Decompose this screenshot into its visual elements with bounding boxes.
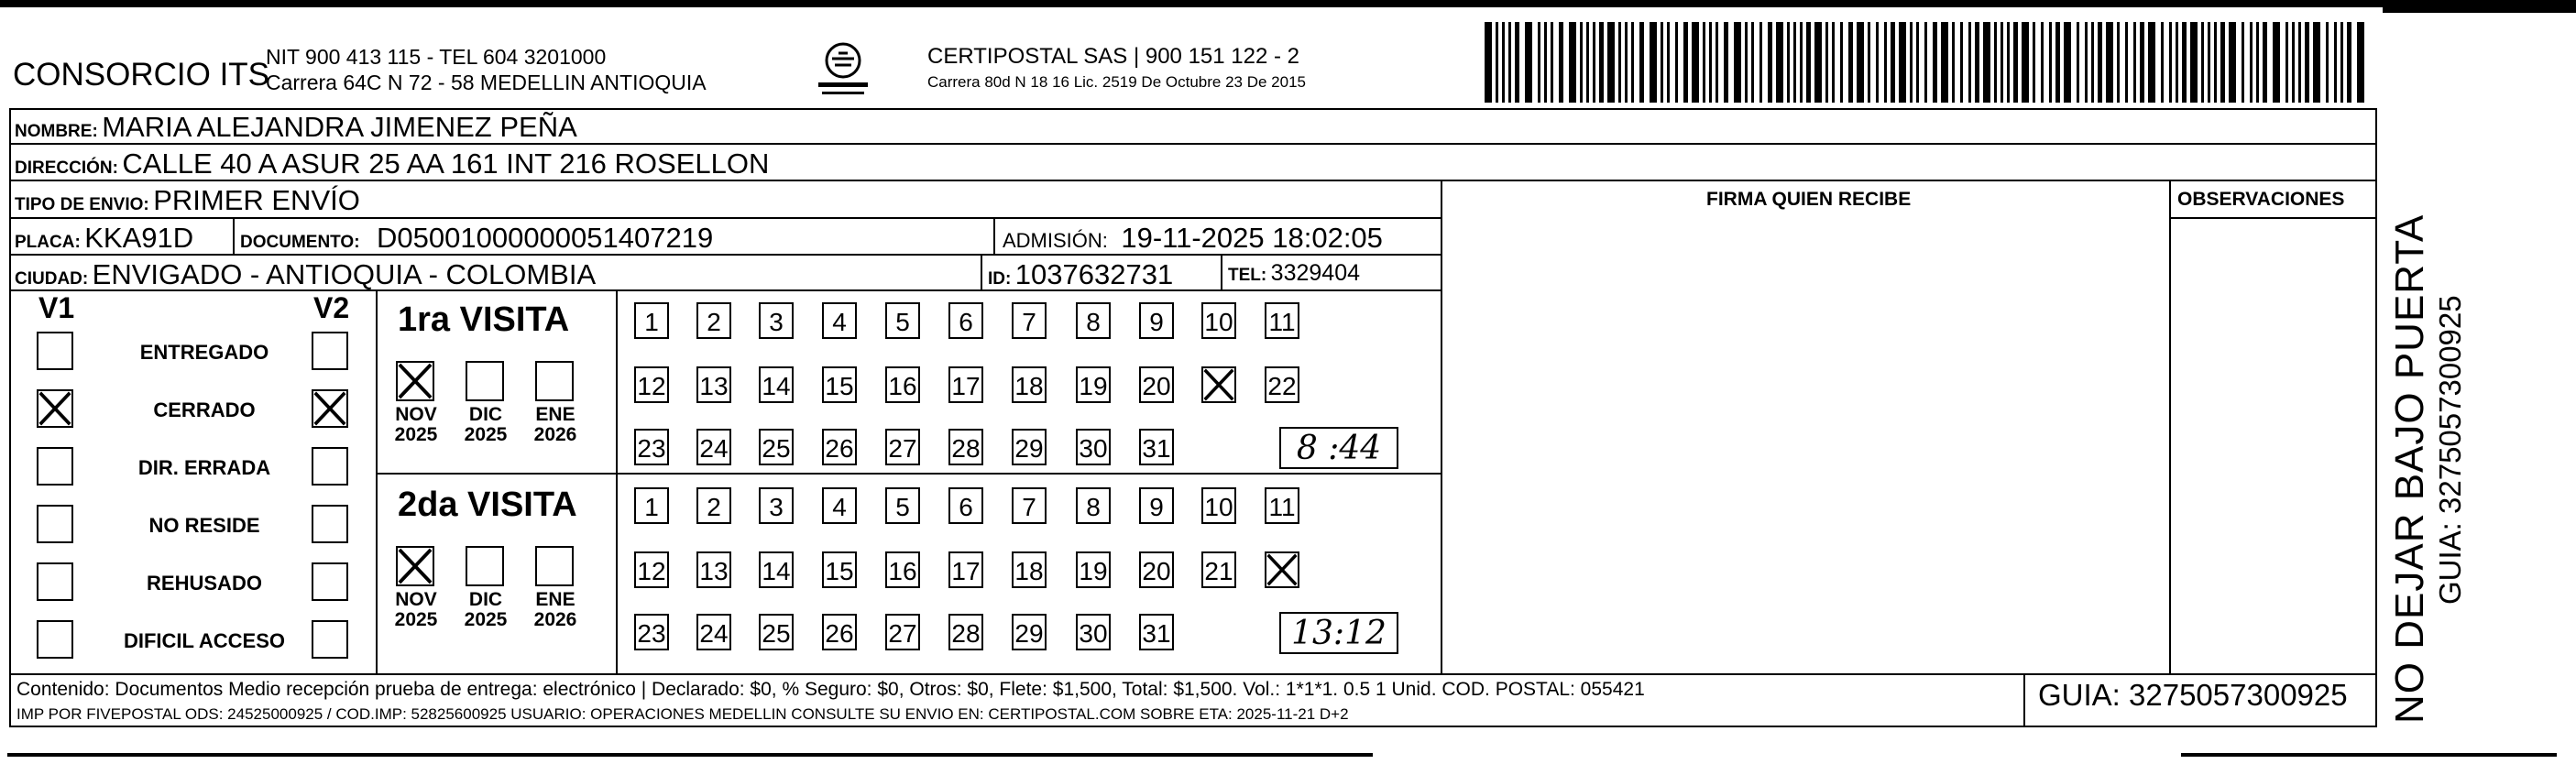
month-checkbox[interactable] [466,361,504,401]
status-v2-checkbox[interactable] [312,562,348,601]
day-box[interactable]: 4 [822,487,857,524]
day-box[interactable]: 6 [948,302,983,339]
cell-divider [993,217,995,254]
placa-cell [15,222,193,255]
direccion-label: DIRECCIÓN: [15,158,118,178]
day-box[interactable]: 28 [948,429,983,465]
direccion-row [15,147,769,180]
day-box[interactable]: 3 [759,487,794,524]
day-box[interactable]: 12 [634,366,669,403]
day-box[interactable] [1265,551,1299,588]
tipo-label: TIPO DE ENVIO: [15,195,149,214]
company-info [266,44,707,95]
day-box[interactable]: 23 [634,614,669,650]
admision-cell [1003,222,1383,255]
day-box[interactable]: 24 [696,429,731,465]
nombre-label: NOMBRE: [15,122,98,141]
side-guia: GUIA: 3275057300925 [2433,295,2467,605]
day-box[interactable]: 21 [1201,551,1236,588]
visit-title: 1ra VISITA [398,300,570,339]
month-checkbox[interactable] [396,546,434,586]
day-box[interactable]: 15 [822,551,857,588]
day-box[interactable]: 1 [634,487,669,524]
tipo-value: PRIMER ENVÍO [153,184,360,216]
cell-divider [1221,254,1222,289]
v1-label: V1 [38,291,75,324]
status-v2-checkbox[interactable] [312,447,348,486]
day-box[interactable]: 19 [1076,551,1111,588]
ciudad-label: CIUDAD: [15,269,89,289]
footer-imp: IMP POR FIVEPOSTAL ODS: 24525000925 / COD.IMP: 52825600925 USUARIO: OPERACIONES MEDELLIN CONSULTE SU ENVIO EN: CERTIPOSTAL.COM SOBRE ETA: 2025-11-21 D+2 [16,705,1349,723]
month-checkbox[interactable] [535,361,574,401]
month-label [390,590,442,630]
day-box[interactable]: 28 [948,614,983,650]
day-box[interactable]: 25 [759,429,794,465]
col-divider [1441,180,1442,673]
company-name: CONSORCIO ITS [13,57,270,93]
tel-value: 3329404 [1270,260,1360,286]
status-label: REHUSADO [147,572,262,595]
day-box[interactable]: 27 [885,614,920,650]
status-v2-checkbox[interactable] [312,620,348,659]
barcode-icon [1485,22,2364,103]
day-box[interactable]: 26 [822,614,857,650]
observaciones-header: OBSERVACIONES [2177,189,2345,210]
day-box[interactable]: 30 [1076,429,1111,465]
day-box[interactable]: 3 [759,302,794,339]
ciudad-value: ENVIGADO - ANTIOQUIA - COLOMBIA [92,258,597,290]
day-box[interactable]: 22 [1265,366,1299,403]
time-box[interactable]: 8 :44 [1279,427,1398,469]
day-box[interactable]: 14 [759,366,794,403]
day-box[interactable]: 7 [1012,487,1047,524]
day-box[interactable]: 11 [1265,487,1299,524]
footer-col-divider [2023,673,2025,727]
day-box[interactable]: 6 [948,487,983,524]
status-label: NO RESIDE [148,514,260,537]
month-checkbox[interactable] [396,361,434,401]
month-year: 2025 [464,609,508,630]
firma-header: FIRMA QUIEN RECIBE [1706,189,1912,210]
day-box[interactable]: 17 [948,551,983,588]
status-label: DIFICIL ACCESO [123,629,285,652]
day-box[interactable]: 12 [634,551,669,588]
id-value: 1037632731 [1014,258,1174,290]
ciudad-row [15,258,596,291]
nombre-value: MARIA ALEJANDRA JIMENEZ PEÑA [102,111,577,143]
status-label: DIR. ERRADA [137,456,271,479]
day-box[interactable]: 5 [885,302,920,339]
day-box[interactable]: 25 [759,614,794,650]
month-year: 2026 [533,424,577,445]
day-box[interactable]: 13 [696,551,731,588]
day-box[interactable]: 20 [1139,366,1174,403]
status-v2-checkbox[interactable] [312,332,348,370]
day-box[interactable]: 8 [1076,302,1111,339]
id-cell [988,258,1173,291]
status-v2-checkbox[interactable] [312,505,348,543]
month-name: NOV [395,404,437,425]
certipostal-logo-icon [811,40,875,101]
day-box[interactable]: 15 [822,366,857,403]
month-label [530,590,581,630]
top-border-thick [2383,0,2576,13]
status-v1-checkbox[interactable] [37,389,73,428]
day-box[interactable]: 16 [885,551,920,588]
bottom-border [7,753,1373,757]
id-label: ID: [988,269,1012,289]
month-checkbox[interactable] [535,546,574,586]
month-checkbox[interactable] [466,546,504,586]
day-box[interactable]: 19 [1076,366,1111,403]
status-v1-checkbox[interactable] [37,447,73,486]
month-year: 2025 [464,424,508,445]
footer-contenido: Contenido: Documentos Medio recepción prueba de entrega: electrónico | Declarado: $0, % Seguro: $0, Otros: $0, Flete: $1,500, Total: $1,500. Vol.: 1*1*1. 0.5 1 Unid. COD. POSTAL: 055421 [16,679,1645,700]
day-box[interactable]: 27 [885,429,920,465]
documento-value: D05001000000051407219 [377,222,714,254]
visit-divider [376,473,1442,475]
day-box[interactable]: 9 [1139,487,1174,524]
carrier-address: Carrera 80d N 18 16 Lic. 2519 De Octubre 23 De 2015 [927,73,1306,91]
day-box[interactable]: 31 [1139,614,1174,650]
day-box[interactable]: 13 [696,366,731,403]
direccion-value: CALLE 40 A ASUR 25 AA 161 INT 216 ROSELLON [122,147,770,180]
day-box[interactable]: 29 [1012,614,1047,650]
company-address: Carrera 64C N 72 - 58 MEDELLIN ANTIOQUIA [266,71,707,94]
day-box[interactable]: 2 [696,487,731,524]
month-year: 2026 [533,609,577,630]
documento-cell [240,222,713,255]
day-box[interactable]: 24 [696,614,731,650]
status-label: ENTREGADO [139,341,269,364]
obs-header-line [2169,217,2377,219]
admision-label: ADMISIÓN: [1003,229,1108,252]
status-v1-checkbox[interactable] [37,505,73,543]
day-box[interactable]: 8 [1076,487,1111,524]
day-box[interactable]: 23 [634,429,669,465]
day-box[interactable]: 10 [1201,487,1236,524]
day-box[interactable]: 18 [1012,551,1047,588]
status-v1-checkbox[interactable] [37,332,73,370]
month-label [460,405,511,445]
delivery-form [9,108,2377,727]
month-name: DIC [468,404,503,425]
documento-label: DOCUMENTO: [240,233,360,252]
status-v2-checkbox[interactable] [312,389,348,428]
status-v1-checkbox[interactable] [37,620,73,659]
admision-value: 19-11-2025 18:02:05 [1121,222,1383,254]
month-label [530,405,581,445]
month-year: 2025 [394,609,438,630]
tel-label: TEL: [1228,266,1267,285]
status-v1-checkbox[interactable] [37,562,73,601]
day-box[interactable]: 4 [822,302,857,339]
nombre-row [15,111,577,144]
day-box[interactable]: 11 [1265,302,1299,339]
day-box[interactable]: 9 [1139,302,1174,339]
row-divider [9,217,1442,219]
day-box[interactable] [1201,366,1236,403]
month-label [460,590,511,630]
tel-cell [1228,260,1360,287]
cell-divider [233,217,235,254]
day-box[interactable]: 5 [885,487,920,524]
month-year: 2025 [394,424,438,445]
month-name: ENE [535,589,575,610]
company-nit: NIT 900 413 115 - TEL 604 3201000 [266,45,607,69]
tipo-row [15,184,360,217]
month-name: ENE [535,404,575,425]
days-col-divider [616,289,618,673]
day-box[interactable]: 31 [1139,429,1174,465]
day-box[interactable]: 17 [948,366,983,403]
day-box[interactable]: 14 [759,551,794,588]
month-label [390,405,442,445]
time-box[interactable]: 13:12 [1279,612,1398,654]
col-divider [2169,180,2171,673]
bottom-border [2181,753,2557,757]
day-box[interactable]: 16 [885,366,920,403]
placa-label: PLACA: [15,233,81,252]
day-box[interactable]: 29 [1012,429,1047,465]
day-box[interactable]: 30 [1076,614,1111,650]
month-name: DIC [468,589,503,610]
carrier-name: CERTIPOSTAL SAS | 900 151 122 - 2 [927,44,1299,69]
top-border [0,0,2576,7]
status-label: CERRADO [153,398,256,421]
placa-value: KKA91D [84,222,194,254]
footer-guia: GUIA: 3275057300925 [2038,678,2348,712]
visit-title: 2da VISITA [398,486,577,524]
footer-divider [9,673,2377,675]
v2-label: V2 [313,291,350,324]
day-box[interactable]: 20 [1139,551,1174,588]
day-box[interactable]: 10 [1201,302,1236,339]
cell-divider [981,254,982,289]
day-box[interactable]: 26 [822,429,857,465]
day-box[interactable]: 2 [696,302,731,339]
day-box[interactable]: 18 [1012,366,1047,403]
day-box[interactable]: 1 [634,302,669,339]
month-name: NOV [395,589,437,610]
day-box[interactable]: 7 [1012,302,1047,339]
visit-col-divider [376,289,378,673]
side-warning: NO DEJAR BAJO PUERTA [2387,213,2432,724]
